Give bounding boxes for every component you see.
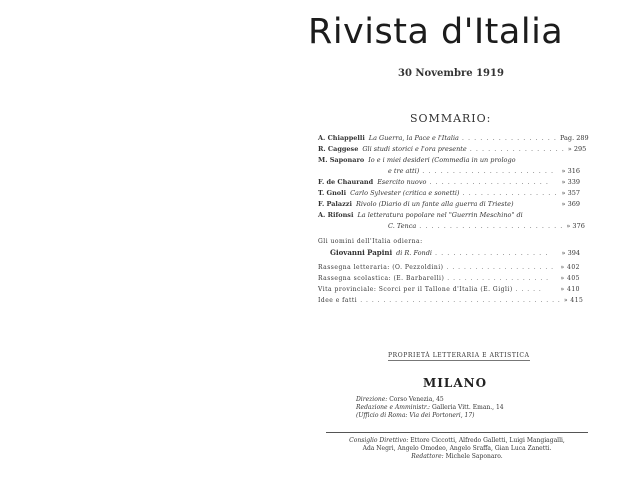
toc-work: Carlo Sylvester (critica e sonetti) xyxy=(350,189,460,197)
copyright-notice: PROPRIETÀ LETTERARIA E ARTISTICA xyxy=(388,352,530,359)
leader-dots: . . . . . . . . . . . . . . . . . . . . . . xyxy=(422,167,555,175)
ufficio-roma: (Ufficio di Roma: Via dei Portoneri, 17) xyxy=(356,412,475,419)
editorial-board xyxy=(326,437,588,461)
editor-line xyxy=(326,453,588,461)
toc-work: Io e i miei desideri (Commedia in un prologo xyxy=(368,156,516,164)
toc-work: Vita provinciale: Scorci per il Tallone d'Italia (E. Gigli) xyxy=(318,286,513,293)
toc-page: » 295 xyxy=(567,145,587,153)
toc-page: » 402 xyxy=(560,264,580,271)
table-of-contents xyxy=(318,133,589,306)
toc-row xyxy=(318,155,580,166)
toc-author: Giovanni Papini xyxy=(330,248,393,257)
leader-dots: . . . . . . . . . . . . . . . . . . . xyxy=(434,249,549,257)
toc-row xyxy=(318,210,580,221)
leader-dots: . . . . . . . . . . . . . . . . xyxy=(461,134,557,142)
footer-divider xyxy=(326,432,588,433)
contents-heading: SOMMARIO: xyxy=(410,112,492,125)
toc-row xyxy=(318,199,580,210)
board-members-1: Ettore Ciccotti, Alfredo Galletti, Luigi Mangiagalli, xyxy=(410,437,565,444)
toc-row xyxy=(318,273,580,284)
direzione-line xyxy=(356,396,576,404)
ufficio-line xyxy=(356,412,576,420)
toc-author: A. Rifonsi xyxy=(318,211,354,219)
toc-work: La letteratura popolare nel "Guerrin Meschino" di xyxy=(357,211,523,219)
toc-author: T. Gnoli xyxy=(318,189,347,197)
toc-row xyxy=(318,144,587,155)
toc-row xyxy=(318,177,580,188)
toc-row xyxy=(318,133,589,144)
toc-row xyxy=(318,188,580,199)
toc-page: » 339 xyxy=(561,178,580,186)
toc-section-label: Gli uomini dell'Italia odierna: xyxy=(318,238,423,245)
toc-row xyxy=(318,247,580,258)
toc-row xyxy=(318,284,580,295)
direzione-label: Direzione: xyxy=(356,396,388,403)
leader-dots: . . . . . . . . . . . . . . . . xyxy=(462,189,558,197)
toc-page: » 410 xyxy=(560,286,580,293)
toc-work: Rassegna letteraria: (O. Pezzoldini) xyxy=(318,264,444,271)
toc-work: Rassegna scolastica: (E. Barbarelli) xyxy=(318,275,445,282)
redazione-line xyxy=(356,404,576,412)
toc-author: F. Palazzi xyxy=(318,200,352,208)
editor-label: Redattore: xyxy=(411,453,444,460)
toc-author: A. Chiappelli xyxy=(318,134,365,142)
toc-work: Esercito nuovo xyxy=(377,178,427,186)
toc-page: » 405 xyxy=(560,275,580,282)
toc-row-continued xyxy=(318,221,585,232)
redazione-address: Galleria Vitt. Eman., 14 xyxy=(431,404,504,411)
toc-section-heading xyxy=(318,236,580,247)
toc-page: Pag. 289 xyxy=(559,134,589,142)
leader-dots: . . . . . . . . . . . . . . . . . . . xyxy=(446,264,555,271)
toc-work: La Guerra, la Pace e l'Italia xyxy=(368,134,459,142)
leader-dots: . . . . . . . . . . . . . . . . . . xyxy=(447,275,550,282)
toc-work: C. Tenca xyxy=(388,222,417,230)
toc-work: Gli studi storici e l'ora presente xyxy=(362,145,467,153)
issue-date: 30 Novembre 1919 xyxy=(398,68,504,79)
toc-row xyxy=(318,262,580,273)
redazione-label: Redazione e Amministr.: xyxy=(356,404,431,411)
board-label: Consiglio Direttivo: xyxy=(349,437,409,444)
toc-row-continued xyxy=(318,166,580,177)
toc-author: F. de Chaurand xyxy=(318,178,374,186)
toc-page: » 369 xyxy=(561,200,580,208)
address-block xyxy=(356,396,576,420)
editor-name: Michele Saponaro. xyxy=(445,453,503,460)
toc-work: di R. Fondi xyxy=(396,249,432,257)
leader-dots: . . . . . . . . . . . . . . . . . . . . xyxy=(429,178,549,186)
toc-page: » 316 xyxy=(561,167,580,175)
toc-work: Rivolo (Diario di un fante alla guerra di Trieste) xyxy=(355,200,514,208)
publication-city: MILANO xyxy=(423,376,488,390)
toc-author: R. Caggese xyxy=(318,145,359,153)
direzione-address: Corso Venezia, 45 xyxy=(389,396,444,403)
toc-page: » 415 xyxy=(563,297,584,304)
board-line-1 xyxy=(326,437,588,445)
toc-row xyxy=(318,295,584,306)
leader-dots: . . . . . xyxy=(515,286,542,293)
board-line-2: Ada Negri, Angelo Omodeo, Angelo Sraffa, Gian Luca Zanetti. xyxy=(362,445,552,452)
toc-page: » 357 xyxy=(561,189,580,197)
toc-author: M. Saponaro xyxy=(318,156,365,164)
toc-work: e tre atti) xyxy=(388,167,420,175)
toc-page: » 394 xyxy=(561,249,580,257)
toc-page: » 376 xyxy=(566,222,585,230)
leader-dots: . . . . . . . . . . . . . . . . . . . . . . . . xyxy=(419,222,564,230)
leader-dots: . . . . . . . . . . . . . . . . . . . . . . . . . . . . . . . . . . . xyxy=(360,297,561,304)
leader-dots: . . . . . . . . . . . . . . . . xyxy=(469,145,565,153)
toc-work: Idee e fatti xyxy=(318,297,358,304)
journal-title: Rivista d'Italia xyxy=(308,12,564,52)
